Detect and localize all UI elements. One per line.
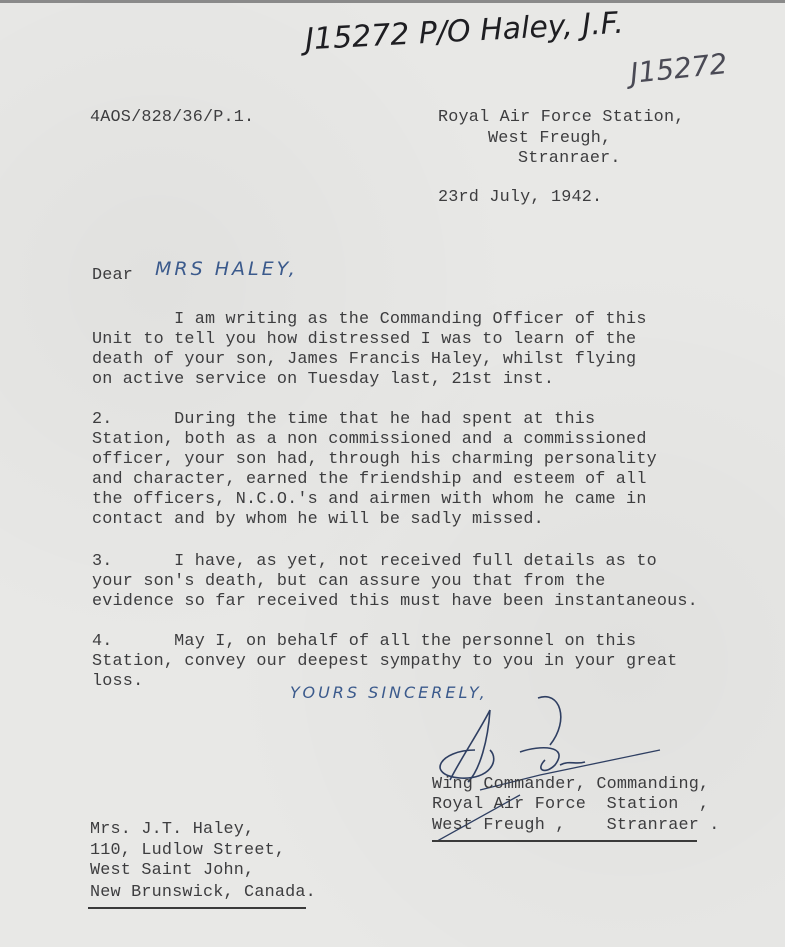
signature-title-line: Wing Commander, Commanding, [432,775,710,794]
paragraph-line: 4. May I, on behalf of all the personnel on this [92,632,637,651]
signature-title-line: Royal Air Force Station , [432,795,710,814]
paragraph-line: 3. I have, as yet, not received full details as to [92,552,657,571]
paragraph-line: officer, your son had, through his charming personality [92,450,657,469]
paragraph-line: I am writing as the Commanding Officer of this [92,310,647,329]
sender-address-line: Royal Air Force Station, [438,108,685,127]
recipient-address-line: New Brunswick, Canada. [90,883,316,902]
paragraph-line: and character, earned the friendship and esteem of all [92,470,647,489]
sender-address-line: Stranraer. [518,149,621,168]
recipient-address-line: Mrs. J.T. Haley, [90,820,255,839]
recipient-address-line: West Saint John, [90,861,255,880]
page-top-edge [0,0,785,3]
salutation-name-handwritten: MRS HALEY, [155,258,298,280]
reference-number: 4AOS/828/36/P.1. [90,108,255,127]
signature-underline [432,840,697,842]
paragraph-3 [92,552,698,612]
paragraph-line: evidence so far received this must have been instantaneous. [92,592,698,611]
paragraph-line: 2. During the time that he had spent at this [92,410,596,429]
paragraph-line: loss. [92,672,144,691]
salutation-dear: Dear [92,266,134,285]
paragraph-line: Unit to tell you how distressed I was to learn of the [92,330,637,349]
letter-date: 23rd July, 1942. [438,188,603,207]
sender-address-line: West Freugh, [488,129,612,148]
recipient-address-line: 110, Ludlow Street, [90,841,286,860]
paragraph-1 [92,310,647,390]
paragraph-line: on active service on Tuesday last, 21st inst. [92,370,555,389]
paragraph-line: contact and by whom he will be sadly missed. [92,510,544,529]
paragraph-line: Station, convey our deepest sympathy to you in your great [92,652,678,671]
paragraph-line: death of your son, James Francis Haley, whilst flying [92,350,637,369]
signature-title-line: West Freugh , Stranraer . [432,816,720,835]
recipient-underline [88,907,306,909]
handwritten-file-note: J15272 P/O Haley, J.F. [304,5,625,58]
paragraph-line: the officers, N.C.O.'s and airmen with whom he came in [92,490,647,509]
paragraph-line: your son's death, but can assure you that from the [92,572,606,591]
paragraph-2 [92,410,657,530]
handwritten-file-number: J15272 [628,47,729,90]
closing-handwritten: YOURS SINCERELY, [290,683,488,702]
paragraph-line: Station, both as a non commissioned and a commissioned [92,430,647,449]
